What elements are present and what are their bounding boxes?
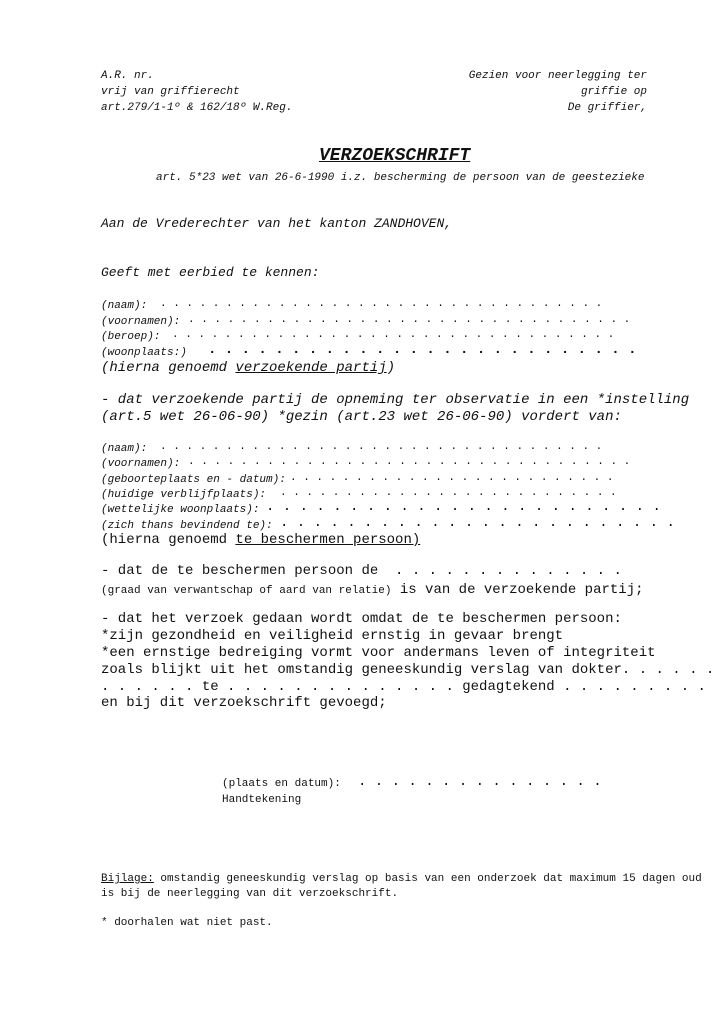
place-date-label: (plaats en datum):	[222, 778, 341, 790]
relation-tail: is van de verzoekende partij;	[391, 582, 644, 598]
field-label: (geboorteplaats en - datum):	[101, 474, 286, 486]
relation-hint: (graad van verwantschap of aard van relatie)	[101, 585, 392, 597]
designation-prefix: (hierna genoemd	[101, 360, 236, 376]
header-clerk: De griffier,	[567, 102, 647, 114]
designation-suffix: )	[386, 360, 396, 376]
fill-in-dots: . . . . . . . . . . . . . . . . . . . . . . . . . . . . . . . . . .	[160, 441, 603, 453]
field-label: (wettelijke woonplaats):	[101, 504, 260, 516]
document-subtitle: art. 5*23 wet van 26-6-1990 i.z. bescherming de persoon van de geestezieke	[156, 172, 645, 184]
designation-underlined: te beschermen persoon)	[235, 532, 421, 548]
reason-line-1: - dat het verzoek gedaan wordt omdat de te beschermen persoon:	[101, 611, 622, 627]
designation-prefix: (hierna genoemd	[101, 532, 236, 548]
reason-line-3: *een ernstige bedreiging vormt voor andermans leven of integriteit	[101, 645, 656, 661]
field-label: (huidige verblijfplaats):	[101, 489, 267, 501]
petitioner-designation	[101, 360, 395, 376]
fill-in-dots: . . . . . . . . . . . . . . . . . . . . . . . .	[266, 499, 661, 515]
intro-text: Geeft met eerbied te kennen:	[101, 265, 320, 280]
fill-in-dots: . . . . . . . . . . . . . . . . . . . . . . . . . . . . . . . . . .	[172, 329, 615, 341]
fill-in-dots: . . . . . . . . . . . . . . . . . . . . . . . . .	[290, 472, 614, 484]
request-line-2: (art.5 wet 26-06-90) *gezin (art.23 wet 26-06-90) vordert van:	[101, 409, 622, 425]
field-label: (naam):	[101, 300, 148, 312]
respondent-designation	[101, 532, 420, 548]
field-label: (zich thans bevindend te):	[101, 520, 273, 532]
attachment-text: omstandig geneeskundig verslag op basis van een onderzoek dat maximum 15 dagen oud	[153, 873, 702, 885]
footnote: * doorhalen wat niet past.	[101, 917, 273, 929]
header-registry-date: griffie op	[580, 86, 647, 98]
field-label: (voornamen):	[101, 458, 181, 470]
attachment-label: Bijlage:	[101, 873, 154, 885]
relation-line-2	[101, 580, 644, 598]
fill-in-dots: . . . . . . . . . . . . . . . . . . . . . . . . . .	[280, 487, 617, 499]
header-filing-note: Gezien voor neerlegging ter	[468, 70, 647, 82]
request-line-1: - dat verzoekende partij de opneming ter observatie in een *instelling	[101, 392, 690, 408]
attachment-line-2: is bij de neerlegging van dit verzoekschrift.	[101, 888, 399, 900]
reason-line-6: en bij dit verzoekschrift gevoegd;	[101, 695, 387, 711]
field-label: (voornamen):	[101, 316, 181, 328]
header-article-reference: art.279/1-1º & 162/18º W.Reg.	[101, 102, 293, 114]
header-ar-number: A.R. nr.	[101, 70, 154, 82]
reason-line-4: zoals blijkt uit het omstandig geneeskundig verslag van dokter. . . . . .	[101, 662, 715, 678]
reason-line-2: *zijn gezondheid en veiligheid ernstig in gevaar brengt	[101, 628, 564, 644]
attachment-line	[101, 873, 702, 885]
relation-line: - dat de te beschermen persoon de . . . . . . . . . . . . . .	[101, 563, 622, 579]
signature-label: Handtekening	[222, 794, 302, 806]
fill-in-dots: . . . . . . . . . . . . . . . . . . . . . . . . . .	[208, 342, 637, 358]
document-title: VERZOEKSCHRIFT	[319, 146, 471, 166]
fill-in-dots: . . . . . . . . . . . . . . . . . . . . . . . . . . . . . . . . . .	[160, 298, 603, 310]
reason-line-5: . . . . . . te . . . . . . . . . . . . . . gedagtekend . . . . . . . . .	[101, 679, 706, 695]
fill-in-dots: . . . . . . . . . . . . . . . . . . . . . . . .	[280, 515, 675, 531]
field-label: (woonplaats:)	[101, 347, 187, 359]
fill-in-dots: . . . . . . . . . . . . . . . . . . . . . . . . . . . . . . . . . .	[188, 314, 631, 326]
addressee: Aan de Vrederechter van het kanton ZANDHOVEN,	[101, 216, 453, 231]
place-date-dots: . . . . . . . . . . . . . . .	[358, 774, 602, 790]
field-label: (naam):	[101, 443, 148, 455]
designation-underlined: verzoekende partij	[235, 360, 387, 376]
fill-in-dots: . . . . . . . . . . . . . . . . . . . . . . . . . . . . . . . . . .	[188, 456, 631, 468]
header-fee-exemption: vrij van griffierecht	[101, 86, 240, 98]
field-label: (beroep):	[101, 331, 161, 343]
